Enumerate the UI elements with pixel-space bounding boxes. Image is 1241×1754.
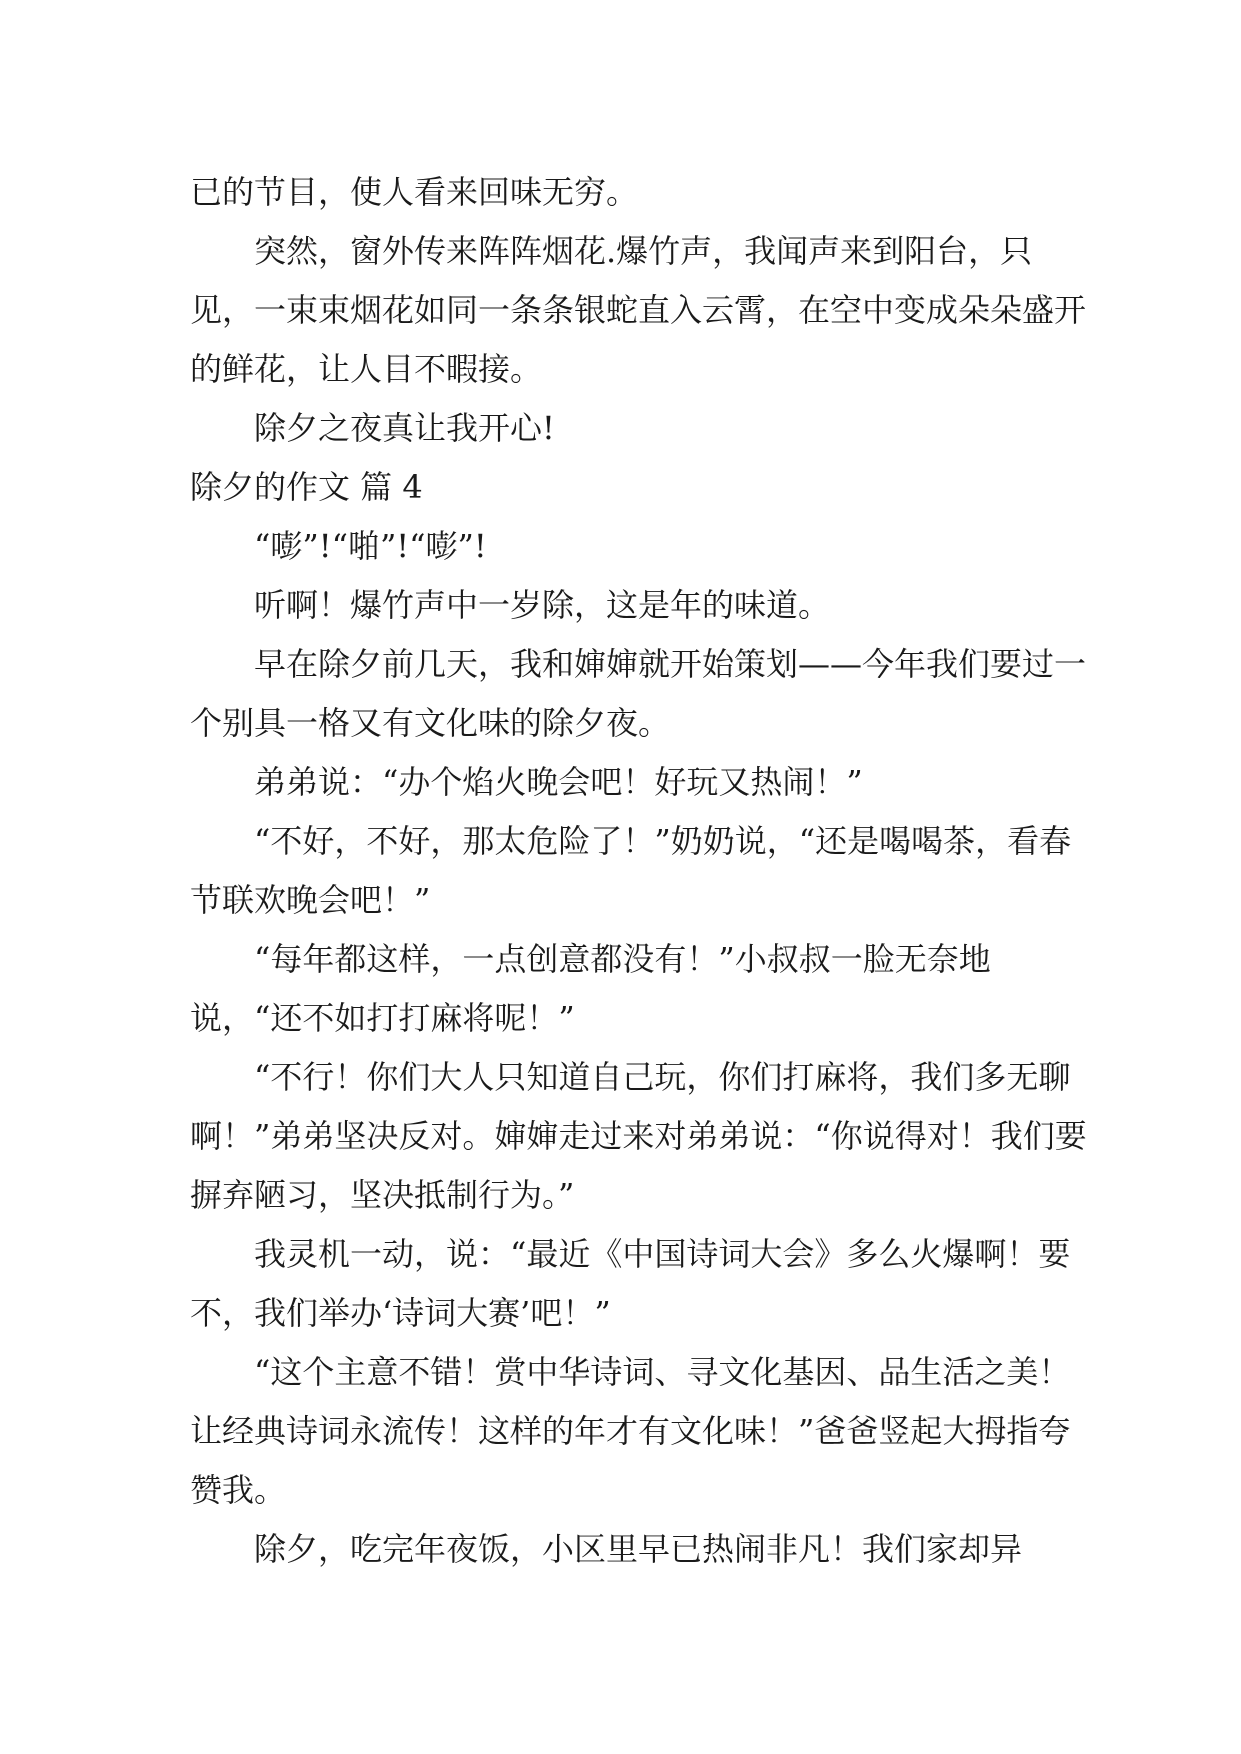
paragraph: “嘭”!“啪”!“嘭”! [254,527,487,565]
paragraph: 除夕之夜真让我开心! [254,409,555,447]
paragraph: 除夕，吃完年夜饭，小区里早已热闹非凡！我们家却异 [254,1530,1023,1568]
document-body [190,163,1090,1579]
paragraph: “这个主意不错！赏中华诗词、寻文化基因、品生活之美！让经典诗词永流传！这样的年才有文化味！”爸爸竖起大拇指夸赞我。 [190,1353,1071,1509]
paragraph: 我灵机一动，说：“最近《中国诗词大会》多么火爆啊！要不，我们举办‘诗词大赛’吧！” [190,1235,1071,1332]
section-title: 除夕的作文 篇 4 [190,468,423,506]
paragraph: 已的节目，使人看来回味无穷。 [190,173,639,211]
paragraph: “不行！你们大人只知道自己玩，你们打麻将，我们多无聊啊！”弟弟坚决反对。婶婶走过来对弟弟说：“你说得对！我们要摒弃陋习，坚决抵制行为。” [190,1058,1087,1214]
paragraph: 听啊！爆竹声中一岁除，这是年的味道。 [254,586,831,624]
paragraph: 弟弟说：“办个焰火晚会吧！好玩又热闹！” [254,763,863,801]
paragraph: 早在除夕前几天，我和婶婶就开始策划——今年我们要过一个别具一格又有文化味的除夕夜。 [190,645,1087,742]
paragraph: “不好，不好，那太危险了！”奶奶说，“还是喝喝茶，看春节联欢晚会吧！” [190,822,1072,919]
paragraph: 突然，窗外传来阵阵烟花.爆竹声，我闻声来到阳台，只见，一束束烟花如同一条条银蛇直入云霄，在空中变成朵朵盛开的鲜花，让人目不暇接。 [190,232,1087,388]
paragraph: “每年都这样，一点创意都没有！”小叔叔一脸无奈地说，“还不如打打麻将呢！” [190,940,991,1037]
